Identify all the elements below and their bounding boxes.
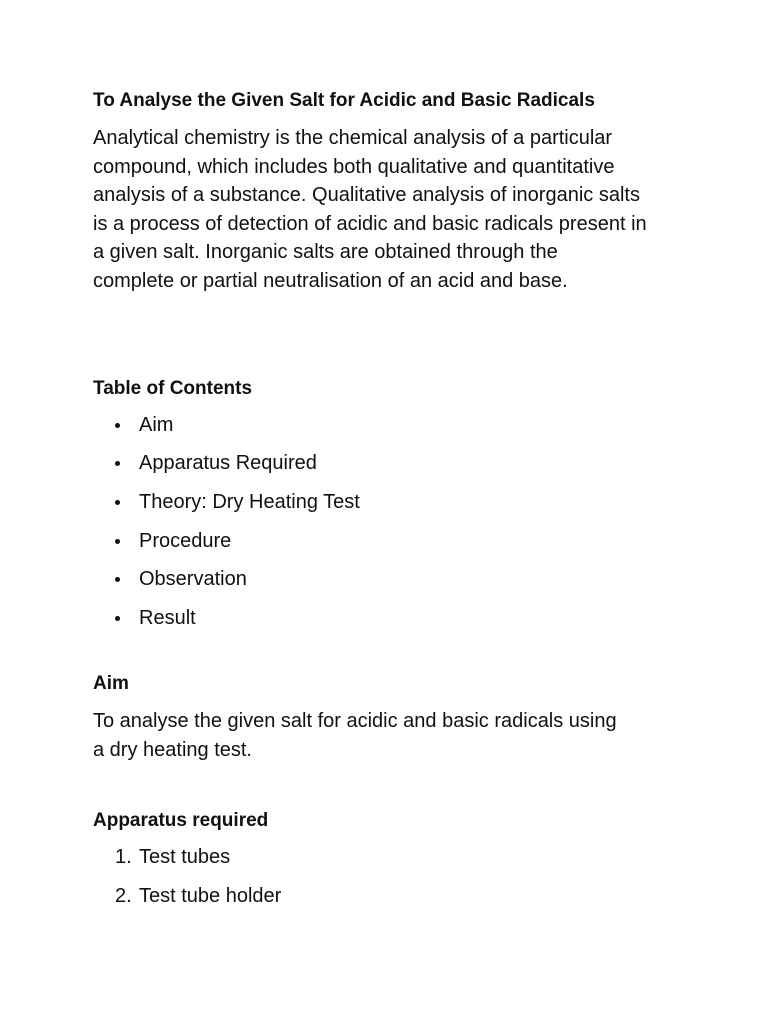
bullet-icon xyxy=(115,423,120,428)
toc-item-label: Theory: Dry Heating Test xyxy=(139,490,360,513)
toc-list xyxy=(93,412,693,631)
document-page xyxy=(93,88,693,922)
intro-line: analysis of a substance. Qualitative analysis of inorganic salts xyxy=(93,184,640,207)
intro-line: compound, which includes both qualitative and quantitative xyxy=(93,155,615,178)
aim-line: To analyse the given salt for acidic and basic radicals using xyxy=(93,710,617,732)
aim-line: a dry heating test. xyxy=(93,738,252,761)
list-number: 1. xyxy=(115,846,132,869)
apparatus-item xyxy=(93,844,693,870)
toc-item-apparatus[interactable] xyxy=(93,450,693,476)
toc-item-result[interactable] xyxy=(93,605,693,631)
toc-item-label: Aim xyxy=(139,413,174,436)
document-title: To Analyse the Given Salt for Acidic and Basic Radicals xyxy=(93,90,595,111)
bullet-icon xyxy=(115,577,120,582)
apparatus-heading: Apparatus required xyxy=(93,810,269,832)
toc-item-label: Result xyxy=(139,607,196,629)
toc-item-aim[interactable] xyxy=(93,412,693,438)
toc-item-label: Procedure xyxy=(139,529,232,552)
toc-item-theory[interactable] xyxy=(93,489,693,515)
toc-item-observation[interactable] xyxy=(93,566,693,592)
intro-line: Analytical chemistry is the chemical analysis of a particular xyxy=(93,127,613,149)
list-number: 2. xyxy=(115,884,132,907)
apparatus-item-label: Test tubes xyxy=(139,846,231,869)
aim-heading: Aim xyxy=(93,673,129,694)
apparatus-item xyxy=(93,883,693,909)
toc-item-procedure[interactable] xyxy=(93,528,693,554)
intro-line: is a process of detection of acidic and basic radicals present in xyxy=(93,212,647,235)
toc-item-label: Observation xyxy=(139,568,247,591)
bullet-icon xyxy=(115,461,120,466)
bullet-icon xyxy=(115,616,120,621)
apparatus-list xyxy=(93,844,693,909)
intro-line: complete or partial neutralisation of an acid and base. xyxy=(93,269,568,292)
toc-item-label: Apparatus Required xyxy=(139,452,317,475)
intro-line: a given salt. Inorganic salts are obtained through the xyxy=(93,241,558,264)
intro-paragraph xyxy=(93,124,693,296)
bullet-icon xyxy=(115,500,120,505)
apparatus-item-label: Test tube holder xyxy=(139,884,282,907)
toc-heading: Table of Contents xyxy=(93,377,253,399)
bullet-icon xyxy=(115,539,120,544)
aim-paragraph xyxy=(93,707,693,764)
